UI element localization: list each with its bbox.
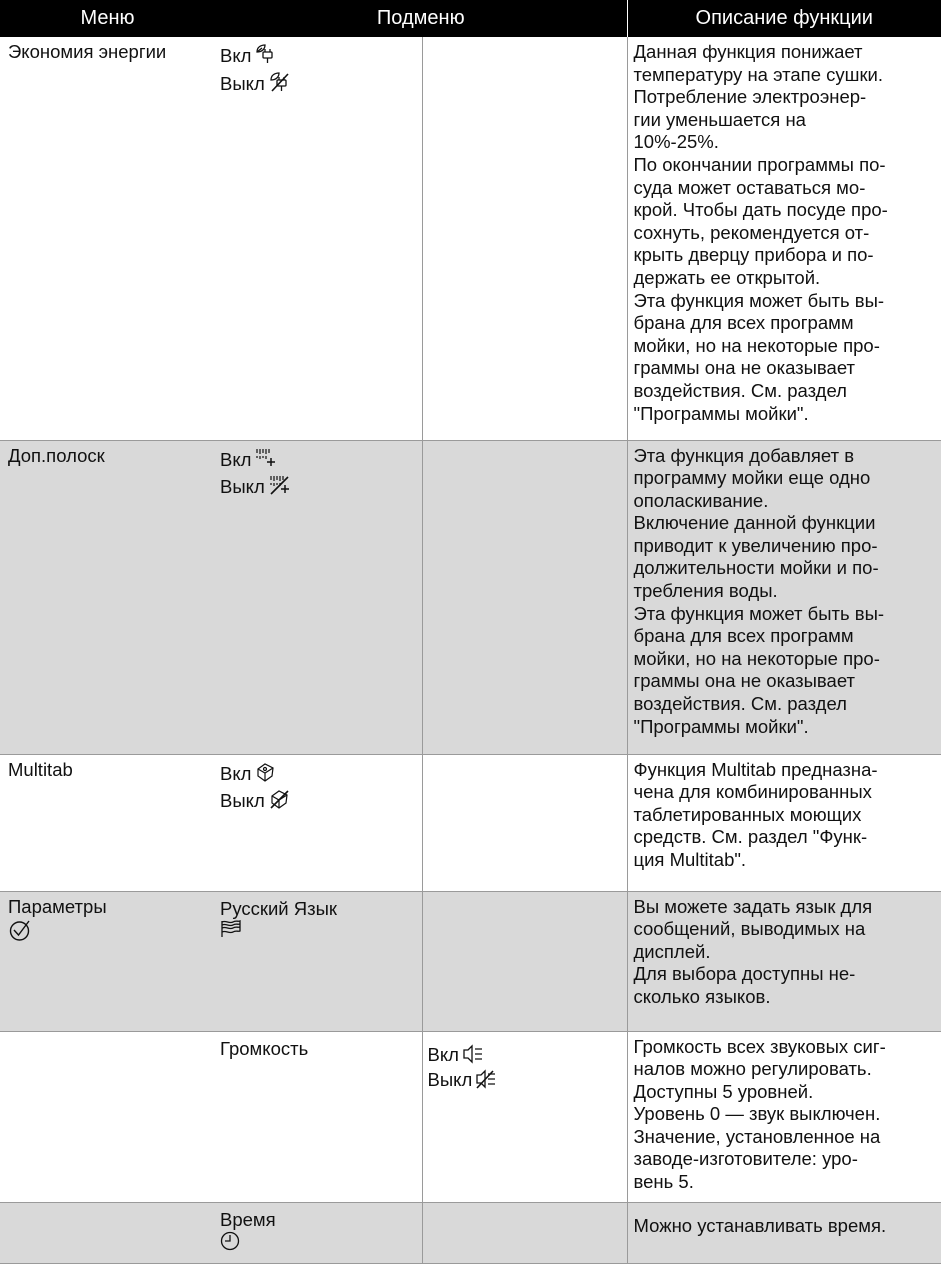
multitab-crossed-icon xyxy=(268,788,290,816)
description-line: брана для всех программ xyxy=(633,625,854,647)
option-on xyxy=(220,761,416,789)
option-on-label: Вкл xyxy=(220,45,252,66)
submenu-detail-cell xyxy=(422,891,627,1031)
leaf-plug-icon xyxy=(254,43,276,71)
description-line: крой. Чтобы дать посуде про- xyxy=(633,199,888,221)
description-line: мойки, но на некоторые про- xyxy=(633,334,880,356)
description-line: чена для комбинированных xyxy=(633,781,872,803)
option-on xyxy=(220,43,416,71)
description-line: "Программы мойки". xyxy=(633,402,809,424)
extra-rinse-crossed-icon xyxy=(268,474,290,502)
table-row-settings-language xyxy=(0,891,941,1031)
description-line: сколько языков. xyxy=(633,985,771,1007)
clock-icon xyxy=(220,1231,416,1257)
header-row xyxy=(0,0,941,37)
submenu-detail-cell xyxy=(422,1031,627,1202)
description-line: граммы она не оказывает xyxy=(633,670,855,692)
submenu-cell xyxy=(215,440,422,754)
option-off-label: Выкл xyxy=(220,476,265,498)
option-on xyxy=(220,447,416,475)
option-on xyxy=(428,1044,621,1070)
description-line: дисплей. xyxy=(633,940,711,962)
description-line: температуру на этапе сушки. xyxy=(633,63,884,85)
description-line: требления воды. xyxy=(633,580,778,602)
submenu-cell xyxy=(215,1031,422,1202)
submenu-cell xyxy=(215,891,422,1031)
description-line: таблетированных моющих xyxy=(633,803,862,825)
table-row-volume xyxy=(0,1031,941,1202)
flag-icon xyxy=(220,920,416,944)
menu-cell xyxy=(0,754,215,891)
menu-label: Доп.полоск xyxy=(8,444,105,466)
description-line: ция Multitab". xyxy=(633,848,747,870)
option-off-label: Выкл xyxy=(220,790,265,812)
description-line: 10%-25%. xyxy=(633,131,719,153)
description-line: должительности мойки и по- xyxy=(633,557,879,579)
description-cell xyxy=(627,891,941,1031)
table-row-energy-saving xyxy=(0,37,941,440)
description-line: мойки, но на некоторые про- xyxy=(633,647,880,669)
description-line: брана для всех программ xyxy=(633,312,854,334)
description-line: налов можно регулировать. xyxy=(633,1058,872,1080)
submenu-cell xyxy=(215,37,422,440)
description-line: Для выбора доступны не- xyxy=(633,963,856,985)
description-line: держать ее открытой. xyxy=(633,266,821,288)
description-line: По окончании программы по- xyxy=(633,153,886,175)
table-row-extra-rinse xyxy=(0,440,941,754)
leaf-plug-crossed-icon xyxy=(268,71,290,99)
description-line: Доступны 5 уровней. xyxy=(633,1080,814,1102)
submenu-cell xyxy=(215,754,422,891)
description-line: гии уменьшается на xyxy=(633,108,806,130)
submenu-detail-cell xyxy=(422,754,627,891)
description-line: ополаскивание. xyxy=(633,489,769,511)
extra-rinse-icon xyxy=(254,447,276,475)
description-line: приводит к увеличению про- xyxy=(633,534,878,556)
menu-cell xyxy=(0,1031,215,1202)
description-line: Эта функция добавляет в xyxy=(633,444,855,466)
checkmark-circle-icon xyxy=(8,918,209,948)
description-line: Значение, установленное на xyxy=(633,1125,881,1147)
description-line: заводе-изготовителе: уро- xyxy=(633,1148,858,1170)
language-label: Русский Язык xyxy=(220,897,338,919)
description-cell xyxy=(627,754,941,891)
speaker-crossed-icon xyxy=(475,1069,497,1095)
option-on-label: Вкл xyxy=(427,1043,459,1065)
volume-label: Громкость xyxy=(220,1037,309,1059)
description-line: Громкость всех звуковых сиг- xyxy=(633,1035,886,1057)
description-line: Можно устанавливать время. xyxy=(633,1214,887,1236)
option-off-label: Выкл xyxy=(427,1069,473,1091)
option-off xyxy=(220,474,416,502)
description-line: Потребление электроэнер- xyxy=(633,86,867,108)
description-line: средств. См. раздел "Функ- xyxy=(633,826,868,848)
description-cell xyxy=(627,440,941,754)
menu-label: Multitab xyxy=(8,758,73,780)
description-cell xyxy=(627,1202,941,1263)
description-line: Эта функция может быть вы- xyxy=(633,289,885,311)
submenu-cell xyxy=(215,1202,422,1263)
option-on-label: Вкл xyxy=(220,448,252,470)
description-cell xyxy=(627,37,941,440)
menu-cell xyxy=(0,891,215,1031)
description-line: сообщений, выводимых на xyxy=(633,918,866,940)
description-line: программу мойки еще одно xyxy=(633,467,871,489)
description-line: суда может оставаться мо- xyxy=(633,176,866,198)
multitab-icon xyxy=(254,761,276,789)
description-line: Включение данной функции xyxy=(633,512,876,534)
submenu-detail-cell xyxy=(422,1202,627,1263)
option-off xyxy=(220,788,416,816)
table-row-time xyxy=(0,1202,941,1263)
header-menu: Меню xyxy=(0,0,215,37)
description-line: Вы можете задать язык для xyxy=(633,895,873,917)
option-off-label: Выкл xyxy=(220,72,265,94)
menu-label: Экономия энергии xyxy=(8,41,167,62)
description-line: Уровень 0 — звук выключен. xyxy=(633,1103,881,1125)
submenu-detail-cell xyxy=(422,440,627,754)
speaker-icon xyxy=(462,1044,484,1070)
description-line: граммы она не оказывает xyxy=(633,357,855,379)
description-line: крыть дверцу прибора и по- xyxy=(633,244,874,266)
description-cell xyxy=(627,1031,941,1202)
menu-cell xyxy=(0,1202,215,1263)
submenu-detail-cell xyxy=(422,37,627,440)
description-line: Функция Multitab предназна- xyxy=(633,758,878,780)
description-line: Эта функция может быть вы- xyxy=(633,602,885,624)
menu-label: Параметры xyxy=(8,895,107,917)
table-row-multitab xyxy=(0,754,941,891)
option-off xyxy=(428,1069,621,1095)
option-off xyxy=(220,71,416,99)
option-on-label: Вкл xyxy=(220,762,252,784)
description-line: воздействия. См. раздел xyxy=(633,379,847,401)
menu-cell xyxy=(0,37,215,440)
time-label: Время xyxy=(220,1208,276,1230)
header-submenu: Подменю xyxy=(215,0,627,37)
description-line: "Программы мойки". xyxy=(633,715,809,737)
menu-cell xyxy=(0,440,215,754)
description-line: воздействия. См. раздел xyxy=(633,693,847,715)
description-line: Данная функция понижает xyxy=(633,41,863,62)
description-line: сохнуть, рекомендуется от- xyxy=(633,221,870,243)
description-line: вень 5. xyxy=(633,1171,694,1193)
header-description: Описание функции xyxy=(627,0,941,37)
